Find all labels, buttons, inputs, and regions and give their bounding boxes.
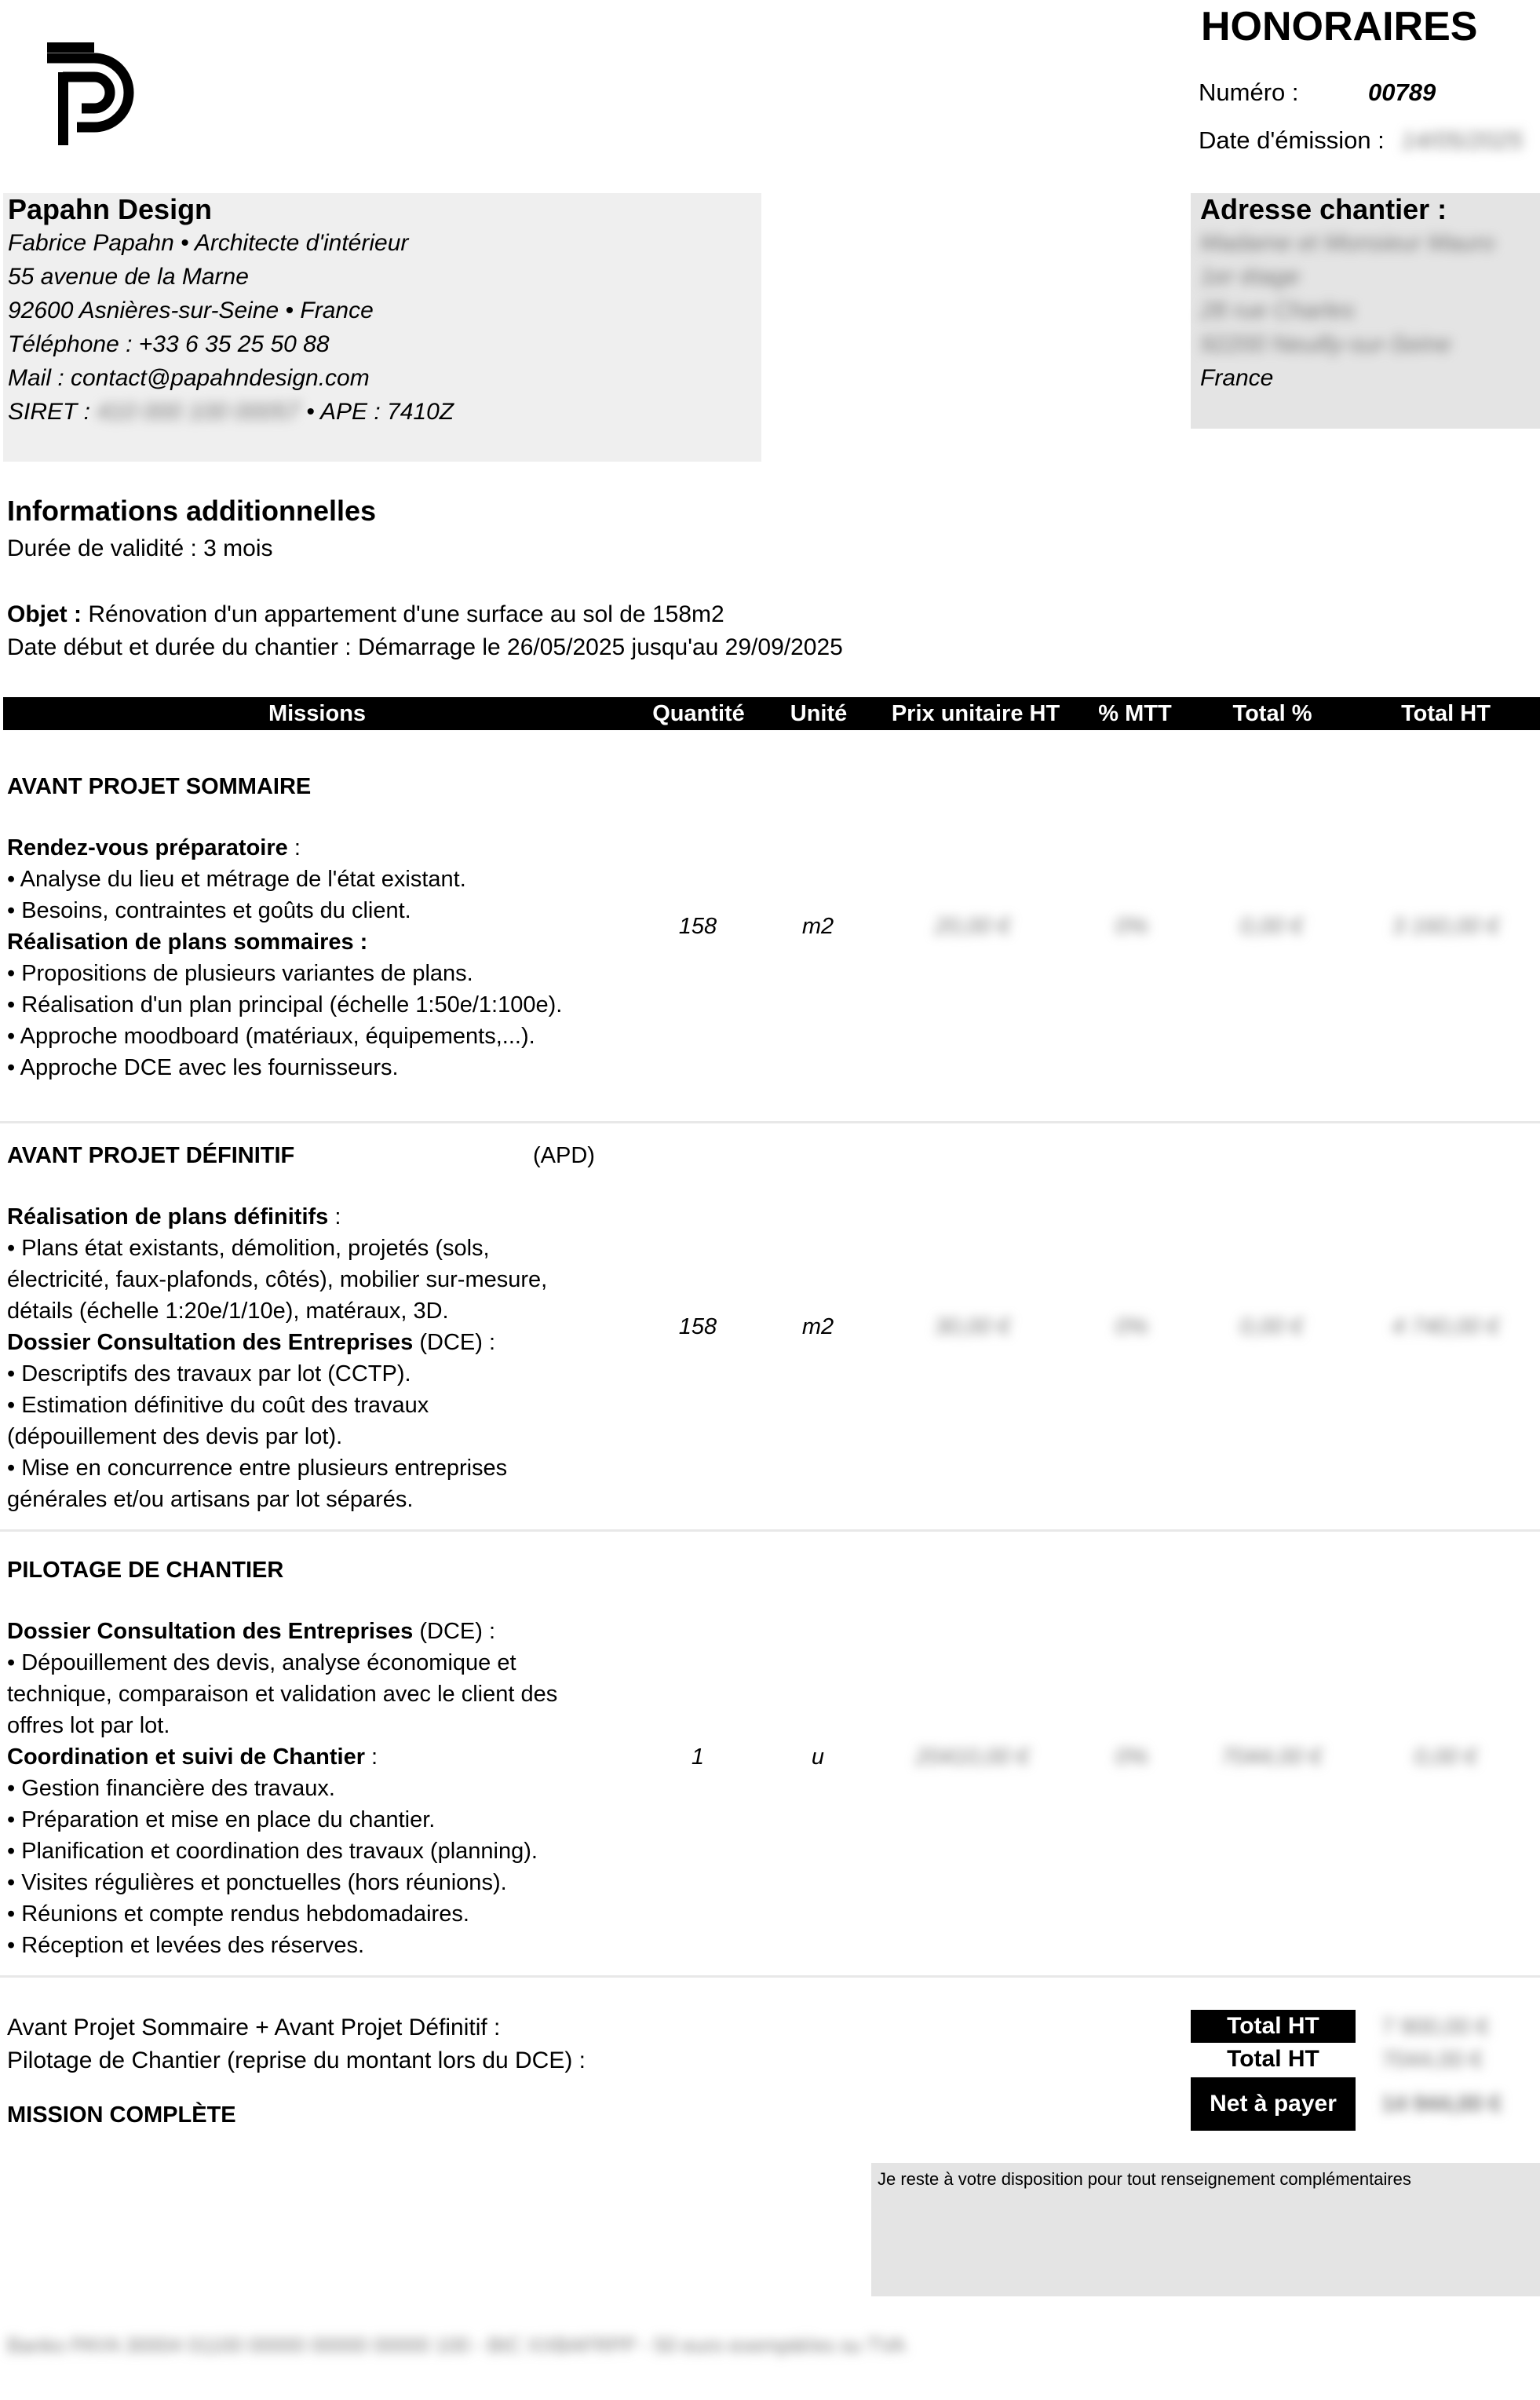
issuer-line: 55 avenue de la Marne [8,264,249,290]
pct-mtt: 0% [1115,1314,1148,1339]
total-pct: 0,00 € [1239,914,1304,939]
bullet-line: • Planification et coordination des travaux (planning). [7,1839,538,1864]
unit: m2 [801,1314,834,1339]
bullet-line: • Préparation et mise en place du chantier. [7,1807,436,1832]
subheading [7,1330,495,1356]
pct-mtt: 0% [1115,1744,1148,1770]
issuer-block [3,193,761,462]
subheading-bold: Réalisation de plans sommaires : [7,930,368,955]
col-missions: Missions [268,701,367,726]
net-to-pay-box: Net à payer [1191,2077,1356,2131]
section-title: AVANT PROJET SOMMAIRE [7,774,312,799]
invoice-number-value: 00789 [1368,79,1436,106]
bullet-line: • Estimation définitive du coût des travaux [7,1393,429,1418]
subheading-rest: : [287,835,301,860]
subheading-rest: : [328,1204,341,1229]
info-title: Informations additionnelles [7,495,377,527]
site-address-block [1191,193,1540,429]
bullet-line: technique, comparaison et validation avec le client des [7,1682,558,1707]
bullet-line: générales et/ou artisans par lot séparés. [7,1487,414,1512]
total-label-1: Avant Projet Sommaire + Avant Projet Définitif : [7,2015,501,2040]
pct-mtt: 0% [1115,914,1148,939]
col-unit: Unité [790,701,848,726]
subheading-bold: Rendez-vous préparatoire [7,835,288,860]
bullet-line: • Descriptifs des travaux par lot (CCTP). [7,1361,411,1386]
total-pct: 7044,00 € [1221,1744,1323,1770]
contact-note-box [871,2163,1540,2296]
bullet-line: • Propositions de plusieurs variantes de plans. [7,961,473,986]
issuer-line: Fabrice Papahn • Architecte d'intérieur [8,230,409,256]
subheading [7,1744,378,1770]
col-total-ht: Total HT [1401,701,1491,726]
bullet-line: • Approche moodboard (matériaux, équipements,...). [7,1024,535,1049]
issuer-siret [8,399,454,426]
col-pct-mtt: % MTT [1098,701,1172,726]
ape-code: • APE : 7410Z [306,399,454,425]
bullet-line: • Réalisation d'un plan principal (échelle 1:50e/1:100e). [7,992,563,1017]
bullet-line: offres lot par lot. [7,1713,170,1738]
bullet-line: • Réunions et compte rendus hebdomadaires. [7,1901,469,1927]
subheading [7,930,367,955]
bullet-line: • Besoins, contraintes et goûts du client. [7,898,411,923]
object [7,601,724,628]
site-country: France [1200,365,1274,391]
bullet-line: • Gestion financière des travaux. [7,1776,335,1801]
total-pct: 0,00 € [1239,1314,1304,1339]
total-ht: 4 740,00 € [1392,1314,1500,1339]
row-divider [0,1529,1540,1532]
total-label-3: MISSION COMPLÈTE [7,2102,236,2128]
total-ht-box-2: Total HT [1227,2046,1319,2072]
bullet-line: • Mise en concurrence entre plusieurs entreprises [7,1456,508,1481]
bullet-line: électricité, faux-plafonds, côtés), mobilier sur-mesure, [7,1267,548,1292]
total-label-2: Pilotage de Chantier (reprise du montant lors du DCE) : [7,2047,586,2073]
object-label: Objet : [7,601,82,627]
table-header [3,697,1540,730]
subheading-bold: Dossier Consultation des Entreprises [7,1330,414,1355]
subheading-rest: (DCE) : [413,1330,496,1355]
site-line: 28 rue Charles [1200,298,1355,323]
issuer-email: Mail : contact@papahndesign.com [8,365,370,391]
section-title: AVANT PROJET DÉFINITIF [7,1143,295,1168]
issue-date-label: Date d'émission : [1199,126,1385,154]
row-divider [0,1121,1540,1123]
bullet-line: détails (échelle 1:20e/1/10e), matéraux, 3D. [7,1299,449,1324]
unit: u [811,1744,825,1770]
invoice-number [1199,79,1436,107]
site-address-title: Adresse chantier : [1200,193,1447,225]
issue-date [1199,126,1524,155]
subheading-rest: : [365,1744,378,1770]
site-dates: Date début et durée du chantier : Démarrage le 26/05/2025 jusqu'au 29/09/2025 [7,634,843,660]
total-ht: 0,00 € [1414,1744,1478,1770]
subheading [7,1619,495,1645]
object-value: Rénovation d'un appartement d'une surface au sol de 158m2 [82,601,724,627]
unit: m2 [801,914,834,939]
bullet-line: • Dépouillement des devis, analyse économique et [7,1650,516,1675]
bullet-line: • Réception et levées des réserves. [7,1933,365,1958]
col-quantity: Quantité [652,701,745,726]
document-title: HONORAIRES [1201,4,1478,49]
section-title-suffix: (APD) [533,1143,595,1168]
col-unit-price: Prix unitaire HT [891,701,1060,726]
subheading-bold: Réalisation de plans définitifs [7,1204,329,1229]
total-ht-box-1: Total HT [1191,2010,1356,2043]
net-to-pay-value: 14 944,00 € [1381,2091,1502,2117]
validity: Durée de validité : 3 mois [7,535,273,561]
siret-value: 410 000 100 00057 [97,399,300,425]
quantity: 158 [678,1314,717,1339]
col-total-pct: Total % [1232,701,1312,726]
subheading-bold: Coordination et suivi de Chantier [7,1744,365,1770]
total-value-2: 7044,00 € [1381,2047,1483,2073]
subheading [7,835,301,861]
siret-label: SIRET : [8,399,91,425]
subheading [7,1204,341,1230]
contact-note: Je reste à votre disposition pour tout renseignement complémentaires [878,2169,1411,2189]
subheading-rest: (DCE) : [413,1619,496,1644]
company-logo [46,41,159,147]
unit-price: 20,00 € [934,914,1011,939]
issuer-company: Papahn Design [8,193,213,225]
section-title: PILOTAGE DE CHANTIER [7,1558,284,1583]
bullet-line: • Analyse du lieu et métrage de l'état existant. [7,867,466,892]
site-line: 92200 Neuilly-sur-Seine [1200,331,1451,357]
bullet-line: • Plans état existants, démolition, projetés (sols, [7,1236,490,1261]
issuer-phone: Téléphone : +33 6 35 25 50 88 [8,331,330,357]
quantity: 158 [678,914,717,939]
unit-price: 30,00 € [934,1314,1011,1339]
unit-price: 20410,00 € [915,1744,1030,1770]
footer-legal: Banko PAYA 30004 01100 00000 00000 00000 100 - BIC XXBAFRPP - 50 euro exempté/es su TVA [7,2333,906,2357]
subheading-bold: Dossier Consultation des Entreprises [7,1619,414,1644]
site-line: 1er étage [1200,264,1300,290]
bullet-line: (dépouillement des devis par lot). [7,1424,343,1449]
invoice-number-label: Numéro : [1199,79,1299,106]
issue-date-value: 14/05/2025 [1401,126,1524,154]
row-divider [0,1975,1540,1978]
total-value-1: 7 900,00 € [1381,2015,1490,2040]
site-line: Madame et Monsieur Mauro [1200,230,1495,256]
issuer-line: 92600 Asnières-sur-Seine • France [8,298,374,323]
total-ht: 3 160,00 € [1392,914,1500,939]
bullet-line: • Visites régulières et ponctuelles (hors réunions). [7,1870,507,1895]
bullet-line: • Approche DCE avec les fournisseurs. [7,1055,399,1080]
quantity: 1 [691,1744,705,1770]
